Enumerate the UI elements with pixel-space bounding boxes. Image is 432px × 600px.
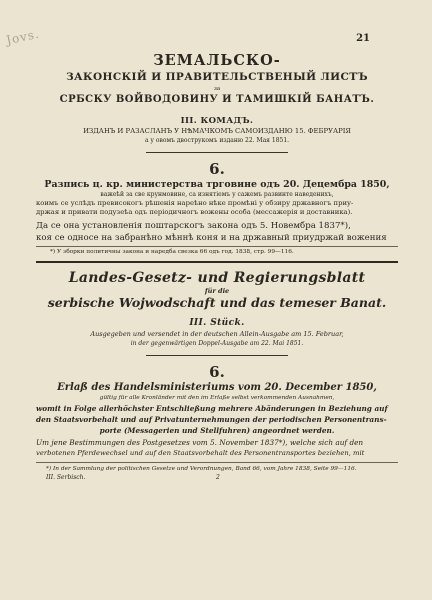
divider xyxy=(146,152,288,153)
cyrillic-body-line3: Да се она установленія поштарскогъ закона одъ 5. Новембра 1837*), xyxy=(36,220,351,231)
german-decree-title: Erlaß des Handelsministeriums vom 20. December 1850, xyxy=(57,381,377,393)
cyrillic-part: III. КОМАДЪ. xyxy=(180,116,254,126)
cyrillic-number: 6. xyxy=(209,159,225,178)
page-number: 21 xyxy=(356,33,370,44)
cyrillic-title-for: за xyxy=(213,86,221,92)
german-body-line4: Um jene Bestimmungen des Postgesetzes vom 5. November 1837*), welche sich auf den xyxy=(36,437,364,447)
cyrillic-issued: ИЗДАНЪ И РАЗАСЛАНЪ У НѢМАЧКОМЪ САМОИЗДАНЮ 15. ФЕБРУАРІЯ xyxy=(83,127,351,135)
german-signature-row xyxy=(36,473,398,482)
german-for: für die xyxy=(204,286,230,295)
section-separator xyxy=(36,261,398,263)
german-subtitle: serbische Wojwodschaft und das temeser Banat. xyxy=(47,294,387,310)
german-title: Landes-Gesetz- und Regierungsblatt xyxy=(68,269,366,286)
cyrillic-double-edition: а у овомъ двострукомъ изданю 22. Мая 1851. xyxy=(144,136,290,144)
german-double-edition: in der gegenwärtigen Doppel-Ausgabe am 22. Mai 1851. xyxy=(130,339,304,347)
german-body-line2: den Staatsvorbehalt und auf Privatunternehmungen der periodischen Personentrans- xyxy=(36,414,387,424)
cyrillic-title-line2: ЗАКОНСКІЙ И ПРАВИТЕЛЬСТВЕНЫЙ ЛИСТЪ xyxy=(66,71,368,83)
german-sheet-mark: 2 xyxy=(216,473,220,481)
german-body-line1: womit in Folge allerhöchster Entschließung mehrere Abänderungen in Beziehung auf xyxy=(36,403,388,413)
german-footnote: *) In der Sammlung der politischen Gesetze und Verordnungen, Band 66, vom Jahre 1838, Seite 99—116. xyxy=(36,462,398,473)
german-body-line5: verbotenen Pferdewechsel und auf den Staatsvorbehalt des Personentransportes beziehen, mit xyxy=(36,448,365,457)
german-section xyxy=(36,269,398,482)
german-signature: III. Serbisch. xyxy=(46,473,86,481)
cyrillic-body-line2: држая и привати подузеѣа одъ періодичногъ вожены особа (мессажерія и доставника). xyxy=(36,208,353,216)
cyrillic-footnote: *) У зборки политичны закона и наредба свезка 66 одъ год. 1838, стр. 99—116. xyxy=(36,246,398,256)
handwritten-note: Jovs. xyxy=(4,26,41,48)
cyrillic-decree-title: Разпись ц. кр. министерства трговине одъ 20. Децембра 1850, xyxy=(44,178,390,190)
german-issued: Ausgegeben und versendet in der deutschen Allein-Ausgabe am 15. Februar, xyxy=(90,329,344,338)
german-number: 6. xyxy=(209,362,225,381)
divider xyxy=(146,355,288,356)
german-part: III. Stück. xyxy=(189,317,245,328)
cyrillic-decree-sub: важеѣй за све крунмовине, са изнятіемъ у сажемъ развинте наведенихъ, xyxy=(100,190,334,198)
german-decree-sub: gültig für alle Kronländer mit den im Erlaße selbst verkommenden Ausnahmen, xyxy=(99,394,335,401)
cyrillic-title-line1: ЗЕМАЛЬСКО- xyxy=(153,52,281,69)
cyrillic-title-line3: СРБСКУ ВОЙВОДОВИНУ И ТАМИШКІЙ БАНАТЪ. xyxy=(59,94,375,105)
cyrillic-body-line4: коя се односе на забранѣно мѣннѣ коня и на државный приудржай вожения xyxy=(36,232,387,243)
german-body-line3: porte (Messagerien und Stellfuhren) angeordnet werden. xyxy=(99,425,335,435)
cyrillic-body-line1: коимъ се услѣдъ превисокогъ рѣшенія нареѣно нѣке промѣні у обзиру државногъ приу- xyxy=(36,198,354,207)
cyrillic-section xyxy=(36,52,398,256)
